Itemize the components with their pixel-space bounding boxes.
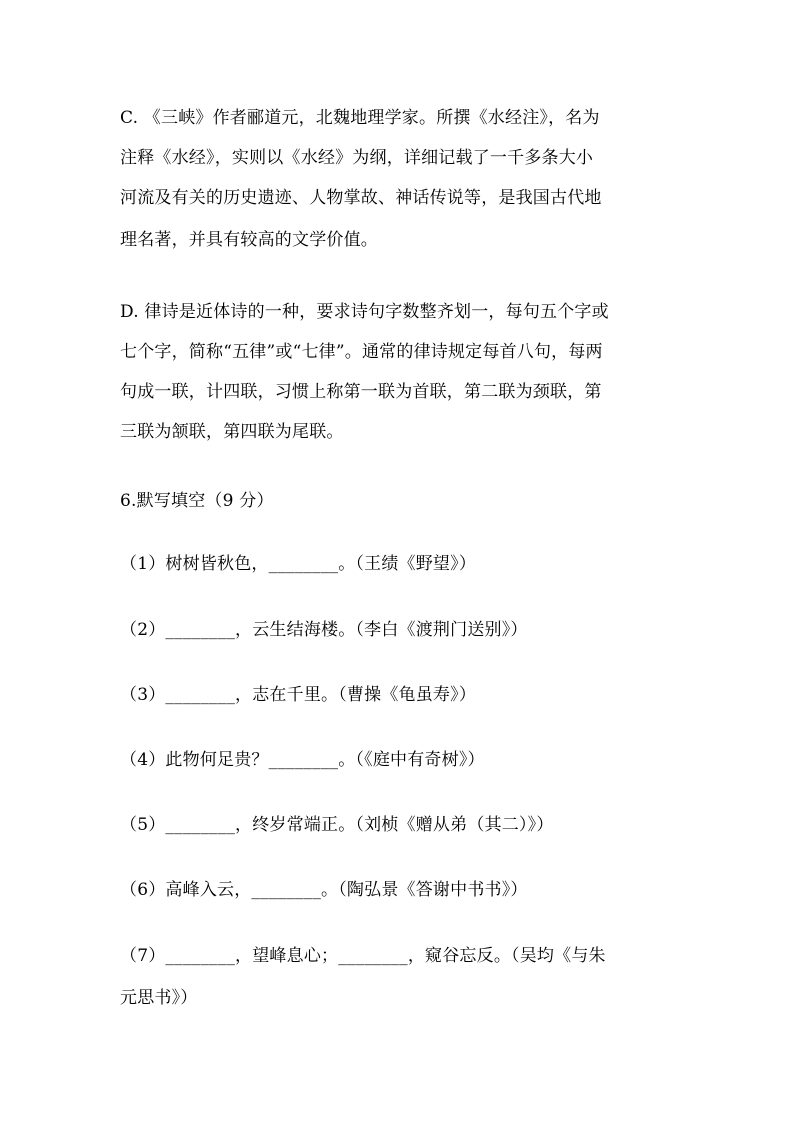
fill-blank-item-7-cont: 元思书》） — [120, 988, 198, 1008]
fill-blank-item-6: （6）高峰入云，________。（陶弘景《答谢中书书》） — [120, 880, 528, 900]
option-c-line-3: 河流及有关的历史遗迹、人物掌故、神话传说等，是我国古代地 — [120, 188, 602, 208]
option-d-line-1: D. 律诗是近体诗的一种，要求诗句字数整齐划一，每句五个字或 — [120, 302, 609, 322]
fill-blank-item-2: （2）________，云生结海楼。（李白《渡荆门送别》） — [120, 620, 528, 640]
fill-blank-item-1: （1）树树皆秋色，________。（王绩《野望》） — [120, 554, 477, 574]
section-6-title: 6.默写填空（9 分） — [120, 491, 274, 511]
option-c-line-4: 理名著，并具有较高的文学价值。 — [120, 230, 378, 250]
option-d-line-4: 三联为颔联，第四联为尾联。 — [120, 422, 344, 442]
option-c-line-2: 注释《水经》，实则以《水经》为纲，详细记载了一千多条大小 — [120, 148, 594, 168]
option-d-line-2: 七个字，简称“五律”或“七律”。通常的律诗规定每首八句，每两 — [120, 342, 603, 362]
fill-blank-item-7: （7）________，望峰息心；________，窥谷忘反。（吴均《与朱 — [120, 946, 606, 966]
fill-blank-item-5: （5）________，终岁常端正。（刘桢《赠从弟（其二）》） — [120, 815, 554, 835]
fill-blank-item-3: （3）________，志在千里。（曹操《龟虽寿》） — [120, 685, 477, 705]
option-d-line-3: 句成一联，计四联，习惯上称第一联为首联，第二联为颈联，第 — [120, 382, 602, 402]
option-c-line-1: C. 《三峡》作者郦道元，北魏地理学家。所撰《水经注》，名为 — [120, 108, 600, 128]
fill-blank-item-4: （4）此物何足贵？________。（《庭中有奇树》） — [120, 750, 485, 770]
